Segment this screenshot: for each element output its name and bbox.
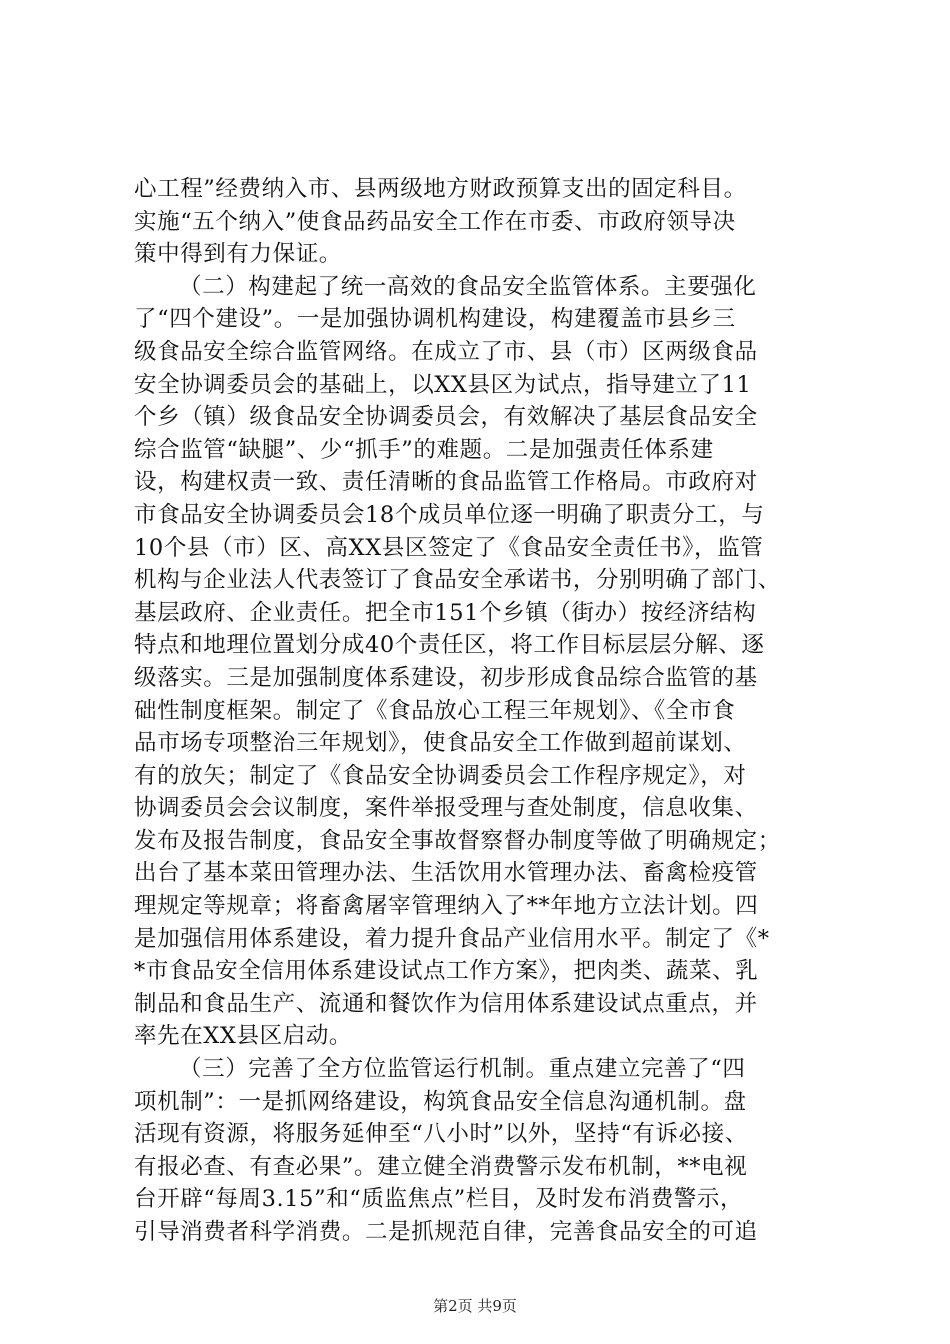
text-line: 级食品安全综合监管网络。在成立了市、县（市）区两级食品 xyxy=(134,338,758,365)
text-line: 率先在XX县区启动。 xyxy=(134,1023,353,1050)
text-line: 综合监管“缺腿”、少“抓手”的难题。二是加强责任体系建 xyxy=(134,436,714,463)
paragraph-start-line: （二）构建起了统一高效的食品安全监管体系。主要强化 xyxy=(179,273,757,300)
text-line: 协调委员会会议制度，案件举报受理与查处制度，信息收集、 xyxy=(134,795,758,822)
text-line: 品市场专项整治三年规划》，使食品安全工作做到超前谋划、 xyxy=(134,730,747,757)
text-line: *市食品安全信用体系建设试点工作方案》，把肉类、蔬菜、乳 xyxy=(134,958,759,985)
text-line: 理规定等规章；将畜禽屠宰管理纳入了**年地方立法计划。四 xyxy=(134,893,759,920)
text-line: 活现有资源，将服务延伸至“八小时”以外，坚持“有诉必接、 xyxy=(134,1121,748,1148)
page-number-label: 第2页 共9页 xyxy=(433,1297,517,1315)
text-line: 心工程”经费纳入市、县两级地方财政预算支出的固定科目。 xyxy=(134,176,747,202)
text-line: 出台了基本菜田管理办法、生活饮用水管理办法、畜禽检疫管 xyxy=(134,860,758,887)
text-line: 础性制度框架。制定了《食品放心工程三年规划》、《全市食 xyxy=(134,697,736,724)
text-line: 策中得到有力保证。 xyxy=(134,241,342,268)
text-line: 基层政府、企业责任。把全市151个乡镇（街办）按经济结构 xyxy=(134,599,757,626)
text-line: 有的放矢；制定了《食品安全协调委员会工作程序规定》，对 xyxy=(134,762,747,789)
text-line: 发布及报告制度，食品安全事故督察督办制度等做了明确规定； xyxy=(134,827,781,854)
text-line: 是加强信用体系建设，着力提升食品产业信用水平。制定了《* xyxy=(134,925,770,952)
text-line: 设，构建权责一致、责任清晰的食品监管工作格局。市政府对 xyxy=(134,469,758,496)
text-line: 机构与企业法人代表签订了食品安全承诺书，分别明确了部门、 xyxy=(134,567,781,594)
body-text xyxy=(134,173,824,1249)
text-line: 特点和地理位置划分成40个责任区，将工作目标层层分解、逐 xyxy=(134,632,765,659)
text-line: 有报必查、有查必果”。建立健全消费警示发布机制，**电视 xyxy=(134,1153,748,1180)
page-footer xyxy=(0,1296,950,1316)
text-line: 实施“五个纳入”使食品药品安全工作在市委、市政府领导决 xyxy=(134,208,736,235)
text-line: 引导消费者科学消费。二是抓规范自律，完善食品安全的可追 xyxy=(134,1219,758,1245)
paragraph-start-line: （三）完善了全方位监管运行机制。重点建立完善了“四 xyxy=(179,1056,746,1083)
text-line: 市食品安全协调委员会18个成员单位逐一明确了职责分工，与 xyxy=(134,501,765,528)
text-line: 项机制”：一是抓网络建设，构筑食品安全信息沟通机制。盘 xyxy=(134,1088,747,1115)
text-line: 10个县（市）区、高XX县区签定了《食品安全责任书》，监管 xyxy=(134,534,764,561)
text-line: 台开辟“每周3.15”和“质监焦点”栏目，及时发布消费警示， xyxy=(134,1186,744,1213)
text-line: 安全协调委员会的基础上，以XX县区为试点，指导建立了11 xyxy=(134,371,752,398)
text-line: 了“四个建设”。一是加强协调机构建设，构建覆盖市县乡三 xyxy=(134,306,736,333)
text-line: 制品和食品生产、流通和餐饮作为信用体系建设试点重点，并 xyxy=(134,990,758,1017)
text-line: 个乡（镇）级食品安全协调委员会，有效解决了基层食品安全 xyxy=(134,404,758,431)
text-line: 级落实。三是加强制度体系建设，初步形成食品综合监管的基 xyxy=(134,664,758,691)
